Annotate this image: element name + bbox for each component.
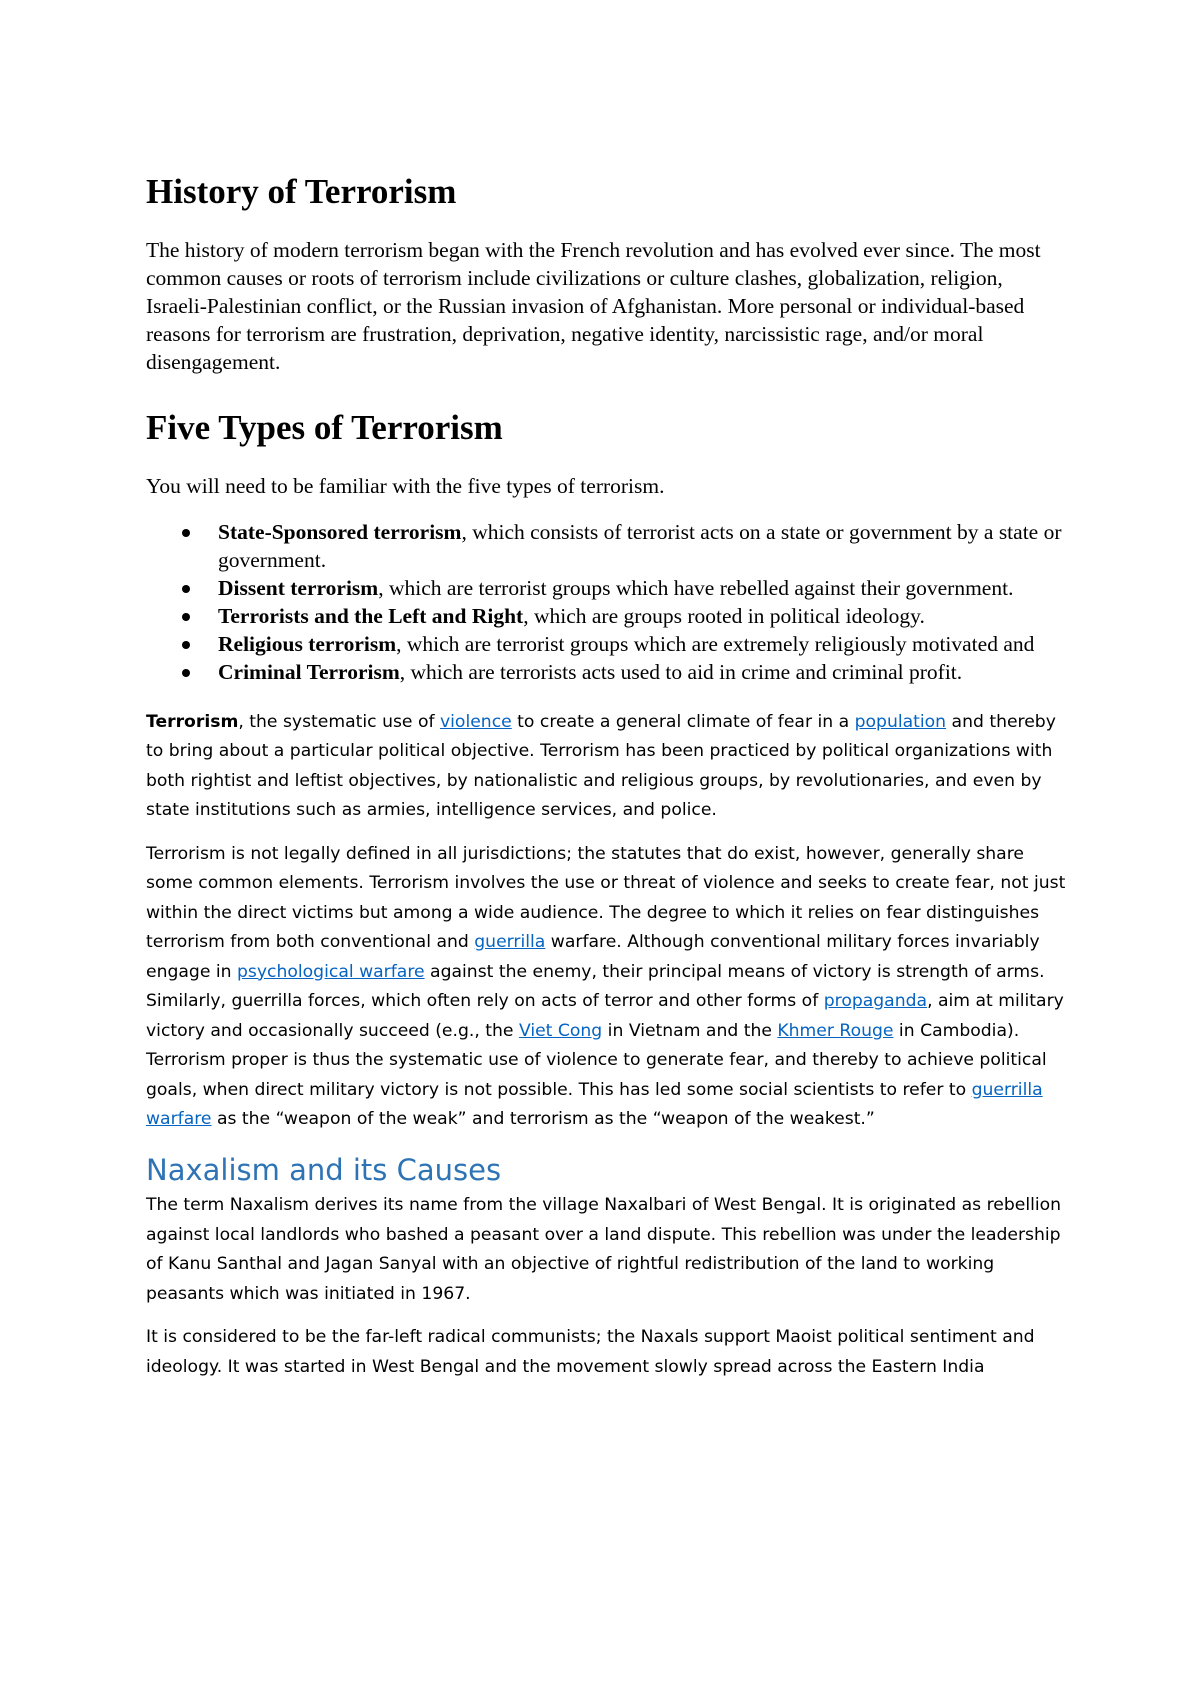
definition-text: , the systematic use of: [238, 711, 440, 732]
definition-text: to create a general climate of fear in a: [511, 711, 855, 732]
bullet-icon: [182, 529, 190, 537]
list-item-state-sponsored: [146, 518, 1066, 574]
list-item-term: Criminal Terrorism: [218, 659, 400, 684]
document-page: [146, 170, 1066, 1396]
terrorism-definition-paragraph: [146, 708, 1066, 826]
terrorism-types-list: [146, 518, 1066, 686]
bullet-icon: [182, 613, 190, 621]
heading-five-types: Five Types of Terrorism: [146, 407, 503, 447]
link-khmer-rouge[interactable]: Khmer Rouge: [777, 1020, 894, 1041]
definition-text: and thereby to bring about a particular political objective. Terrorism has been practiced by political organizations with both rightist and leftist objectives, by nationalistic and religious groups, by revolutionaries, and even by state institutions such as armies, intelligence services, and police.: [146, 711, 1056, 820]
heading-naxalism: Naxalism and its Causes: [146, 1152, 502, 1187]
list-item-desc: , which are terrorist groups which are extremely religiously motivated and: [396, 631, 1035, 656]
definition-term: Terrorism: [146, 711, 239, 732]
link-guerrilla[interactable]: guerrilla: [474, 932, 546, 952]
list-item-desc: , which are groups rooted in political ideology.: [523, 603, 925, 628]
heading-history-of-terrorism: History of Terrorism: [146, 172, 457, 211]
list-item-desc: , which consists of terrorist acts on a state or government by a state or government.: [218, 519, 1062, 572]
list-item-term: Terrorists and the Left and Right: [218, 603, 524, 628]
five-types-intro: You will need to be familiar with the five types of terrorism.: [146, 473, 665, 498]
link-viet-cong[interactable]: Viet Cong: [518, 1020, 603, 1041]
link-guerrilla-warfare[interactable]: guerrilla warfare: [146, 1079, 1043, 1129]
list-item-term: Religious terrorism: [218, 631, 397, 656]
history-paragraph: The history of modern terrorism began with the French revolution and has evolved ever since. The most common causes or roots of terrorism include civilizations or culture clashes, globalization, religion, Israeli-Palestinian conflict, or the Russian invasion of Afghanistan. More personal or individual-based reasons for terrorism are frustration, deprivation, negative identity, narcissistic rage, and/or moral disengagement.: [146, 237, 1041, 374]
elements-text: as the “weapon of the weak” and terrorism as the “weapon of the weakest.”: [211, 1109, 875, 1129]
link-population[interactable]: population: [854, 711, 947, 732]
link-violence[interactable]: violence: [439, 711, 512, 732]
bullet-icon: [182, 641, 190, 649]
list-item-criminal: [146, 658, 1066, 686]
list-item-desc: , which are terrorist groups which have rebelled against their government.: [378, 575, 1014, 600]
bullet-icon: [182, 669, 190, 677]
elements-text: against the enemy, their principal means of victory is strength of arms. Similarly, guerrilla forces, which often rely on acts of terror and other forms of: [146, 961, 1045, 1011]
elements-text: Terrorism is not legally defined in all jurisdictions; the statutes that do exist, however, generally share some common elements. Terrorism involves the use or threat of violence and seeks to create fear, not just within the direct victims but among a wide audience. The degree to which it relies on fear distinguishes terrorism from both conventional and: [146, 843, 1066, 952]
bullet-icon: [182, 585, 190, 593]
elements-text: warfare. Although conventional military forces invariably engage in: [146, 932, 1040, 982]
naxalism-paragraph-2: It is considered to be the far-left radical communists; the Naxals support Maoist political sentiment and ideology. It was started in West Bengal and the movement slowly spread across the Eastern India: [146, 1327, 1035, 1377]
list-item-religious: [146, 630, 1066, 658]
link-propaganda[interactable]: propaganda: [823, 991, 928, 1011]
link-psychological-warfare[interactable]: psychological warfare: [237, 961, 425, 982]
elements-text: in Vietnam and the: [602, 1020, 778, 1041]
list-item-left-right: [146, 602, 1066, 630]
naxalism-paragraph-1: The term Naxalism derives its name from the village Naxalbari of West Bengal. It is originated as rebellion against local landlords who bashed a peasant over a land dispute. This rebellion was under the leadership of Kanu Santhal and Jagan Sanyal with an objective of rightful redistribution of the land to working peasants which was initiated in 1967.: [146, 1195, 1062, 1304]
terrorism-elements-paragraph: [146, 840, 1066, 1135]
elements-text: in Cambodia). Terrorism proper is thus the systematic use of violence to generate fear, and thereby to achieve political goals, when direct military victory is not possible. This has led some social scientists to refer to: [146, 1020, 1047, 1100]
list-item-desc: , which are terrorists acts used to aid in crime and criminal profit.: [399, 659, 963, 684]
list-item-dissent: [146, 574, 1066, 602]
list-item-term: Dissent terrorism: [218, 575, 379, 600]
list-item-term: State-Sponsored terrorism: [218, 519, 462, 544]
elements-text: , aim at military victory and occasionally succeed (e.g., the: [146, 991, 1064, 1041]
